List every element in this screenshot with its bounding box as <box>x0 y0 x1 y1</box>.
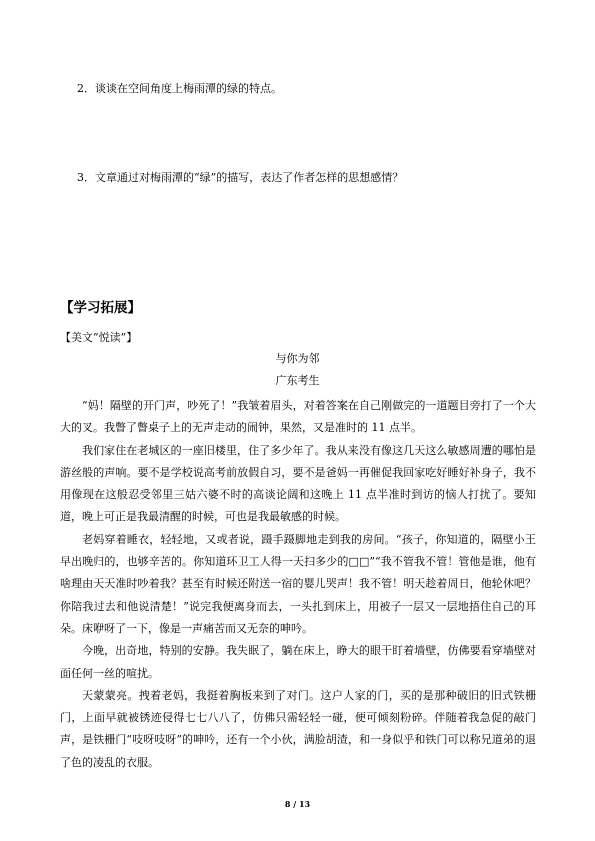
article-paragraph: 天蒙蒙亮。拽着老妈，我挺着胸板来到了对门。这户人家的门，买的是那种破旧的旧式铁栅门，上面早就被锈迹侵得七七八八了，仿佛只需轻轻一碰，便可倾刻粉碎。伴随着我急促的敲门声，是铁栅门“吱呀吱呀”的呻吟，还有一个小伙，满脸胡渣，和一身似乎和铁门可以称兄道弟的退了色的凌乱的衣服。 <box>60 688 536 769</box>
question-2: 2．谈谈在空间角度上梅雨潭的绿的特点。 <box>77 82 282 95</box>
article-author: 广东考生 <box>275 374 320 387</box>
sub-title: 【美文“悦读”】 <box>60 331 138 344</box>
page-number: 8 / 13 <box>284 799 311 809</box>
article-paragraph: 老妈穿着睡衣，轻轻地，又或者说，蹑手蹑脚地走到我的房间。“孩子，你知道的，隔壁小王早出晚归的，也够辛苦的。你知道环卫工人得一天扫多少的□□”“我不管我不管！管他是谁，他有啥理由天天准时吵着我？甚至有时候还附送一宿的婴儿哭声！我不管！明天趁着周日，他轮休吧？你陪我过去和他说清楚！”说完我便离身而去，一头扎到床上，用被子一层又一层地捂住自己的耳朵。床咿呀了一下，像是一声痛苦而又无奈的呻吟。 <box>60 532 536 635</box>
section-title: 【学习拓展】 <box>60 300 141 316</box>
article-paragraph: 今晚，出奇地，特别的安静。我失眠了，躺在床上，睁大的眼干盯着墙壁，仿佛要看穿墙壁对面任何一丝的喧扰。 <box>60 644 536 680</box>
question-3: 3．文章通过对梅雨潭的“绿”的描写，表达了作者怎样的思想感情？ <box>77 171 404 184</box>
article-paragraph: 我们家住在老城区的一座旧楼里，住了多少年了。我从来没有像这几天这么敏感周遭的哪怕是游丝般的声响。要不是学校说高考前放假自习，要不是爸妈一再催促我回家吃好睡好补身子，我不用像现在这般忍受邻里三姑六婆不时的高谈论阔和这晚上 11 点半准时到访的恼人打扰了。要知道，晚上可正是我最清醒的时候，可也是我最敏感的时候。 <box>60 443 536 524</box>
article-title: 与你为邻 <box>275 352 320 365</box>
article-paragraph: “妈！隔壁的开门声，吵死了！”我皱着眉头，对着答案在自己刚做完的一道题目旁打了一个大大的叉。我瞥了瞥桌子上的无声走动的闹钟，果然，又是准时的 11 点半。 <box>60 399 536 435</box>
article-body <box>60 395 536 774</box>
